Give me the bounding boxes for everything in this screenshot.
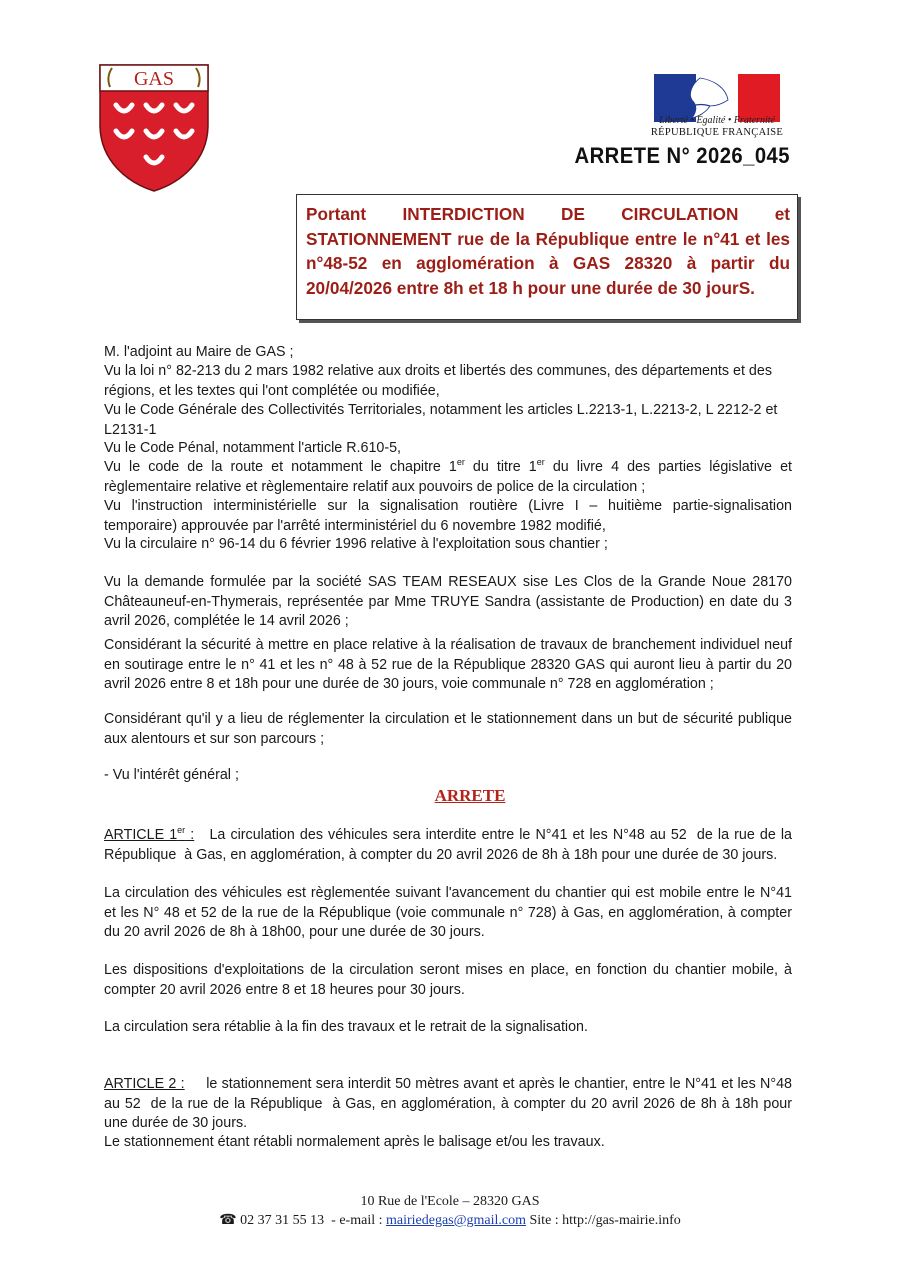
article-1-label: ARTICLE 1er : xyxy=(104,825,195,843)
interet-general: - Vu l'intérêt général ; xyxy=(104,767,239,783)
preamble-cgct: Vu le Code Générale des Collectivités Territoriales, notamment les articles L.2213-1, L.2213-2, L 2212-2 et L2131-1 xyxy=(104,402,778,438)
preamble-circulaire: Vu la circulaire n° 96-14 du 6 février 1996 relative à l'exploitation sous chantier ; xyxy=(104,536,608,552)
footer-address: 10 Rue de l'Ecole – 28320 GAS xyxy=(360,1194,540,1209)
article-1-paragraph-2: La circulation des véhicules est règlementée suivant l'avancement du chantier qui est mobile entre le N°41 et les N° 48 et 52 de la rue de la République (voie communale n° 728) à Gas, en agglomération, à compter du 20 avril 2026 de 8h à 18h00, pour une durée de 30 jours. xyxy=(104,885,792,940)
considerant-securite: Considérant la sécurité à mettre en place relative à la réalisation de travaux de branchement individuel neuf en soutirage entre le n° 41 et les n° 48 à 52 rue de la République 28320 GAS qui auront lieu à partir du 20 avril 2026 entre 8 et 18h pour une durée de 30 jours, voie communale n° 728 en agglomération ; xyxy=(104,637,792,692)
gas-coat-of-arms xyxy=(96,63,212,193)
article-2-label: ARTICLE 2 : xyxy=(104,1076,185,1092)
footer-site: Site : http://gas-mairie.info xyxy=(526,1213,681,1228)
arrete-heading: ARRETE xyxy=(434,786,506,805)
email-link[interactable]: mairiedegas@gmail.com xyxy=(385,1213,526,1228)
preamble-instruction: Vu l'instruction interministérielle sur la signalisation routière (Livre I – huitième partie-signalisation temporaire) approuvée par l'arrêté interministériel du 6 novembre 1982 modifié, xyxy=(104,498,792,534)
preamble-loi: Vu la loi n° 82-213 du 2 mars 1982 relative aux droits et libertés des communes, des départements et des régions, et les textes qui l'ont complétée ou modifiée, xyxy=(104,363,772,399)
footer-contact: ☎ 02 37 31 55 13 - e-mail : mairiedegas@gmail.com Site : http://gas-mairie.info xyxy=(219,1213,681,1228)
article-1-paragraph-4: La circulation sera rétablie à la fin des travaux et le retrait de la signalisation. xyxy=(104,1019,588,1035)
article-2: ARTICLE 2 : le stationnement sera interdit 50 mètres avant et après le chantier, entre le N°41 et les N°48 au 52 de la rue de la République à Gas, en agglomération, à compter du 20 avril 2026 de 8h à 18h pour une durée de 30 jours. xyxy=(104,1076,796,1131)
rf-motto: Liberté • Égalité • Fraternité xyxy=(659,115,775,126)
preamble-code-route: Vu le code de la route et notamment le chapitre 1er du titre 1er du livre 4 des parties législative et règlementaire relative et règlementaire relatif aux pouvoirs de police de la circulation ; xyxy=(104,457,792,495)
footer-phone: 02 37 31 55 13 xyxy=(240,1213,325,1228)
article-1-paragraph-3: Les dispositions d'exploitations de la circulation seront mises en place, en fonction du chantier mobile, à compter 20 avril 2026 entre 8 et 18 heures pour 30 jours. xyxy=(104,962,792,998)
arrete-number: ARRETE N° 2026_045 xyxy=(574,143,790,168)
phone-icon: ☎ xyxy=(219,1213,237,1228)
rf-name: RÉPUBLIQUE FRANÇAISE xyxy=(650,127,784,138)
preamble-adjoint: M. l'adjoint au Maire de GAS ; xyxy=(104,344,294,360)
considerant-reglementer: Considérant qu'il y a lieu de réglementer la circulation et le stationnement dans un but de sécurité publique aux alentours et sur son parcours ; xyxy=(104,711,792,747)
article-2-paragraph-2: Le stationnement étant rétabli normalement après le balisage et/ou les travaux. xyxy=(104,1134,605,1150)
coat-text: GAS xyxy=(133,68,175,90)
article-1: ARTICLE 1er : La circulation des véhicules sera interdite entre le N°41 et les N°48 au 52 de la rue de la République à Gas, en agglomération, à compter du 20 avril 2026 de 8h à 18h pour une durée de 30 jours. xyxy=(104,825,796,863)
title-text: Portant INTERDICTION DE CIRCULATION et STATIONNEMENT rue de la République entre le n°41 et les n°48-52 en agglomération à GAS 28320 à partir du 20/04/2026 entre 8h et 18 h pour une durée de 30 jourS. xyxy=(306,204,790,298)
preamble-code-penal: Vu le Code Pénal, notamment l'article R.610-5, xyxy=(104,440,402,456)
demande-paragraph: Vu la demande formulée par la société SAS TEAM RESEAUX sise Les Clos de la Grande Noue 28170 Châteauneuf-en-Thymerais, représentée par Mme TRUYE Sandra (assistante de Production) en date du 3 avril 2026, complétée le 14 avril 2026 ; xyxy=(104,574,792,629)
